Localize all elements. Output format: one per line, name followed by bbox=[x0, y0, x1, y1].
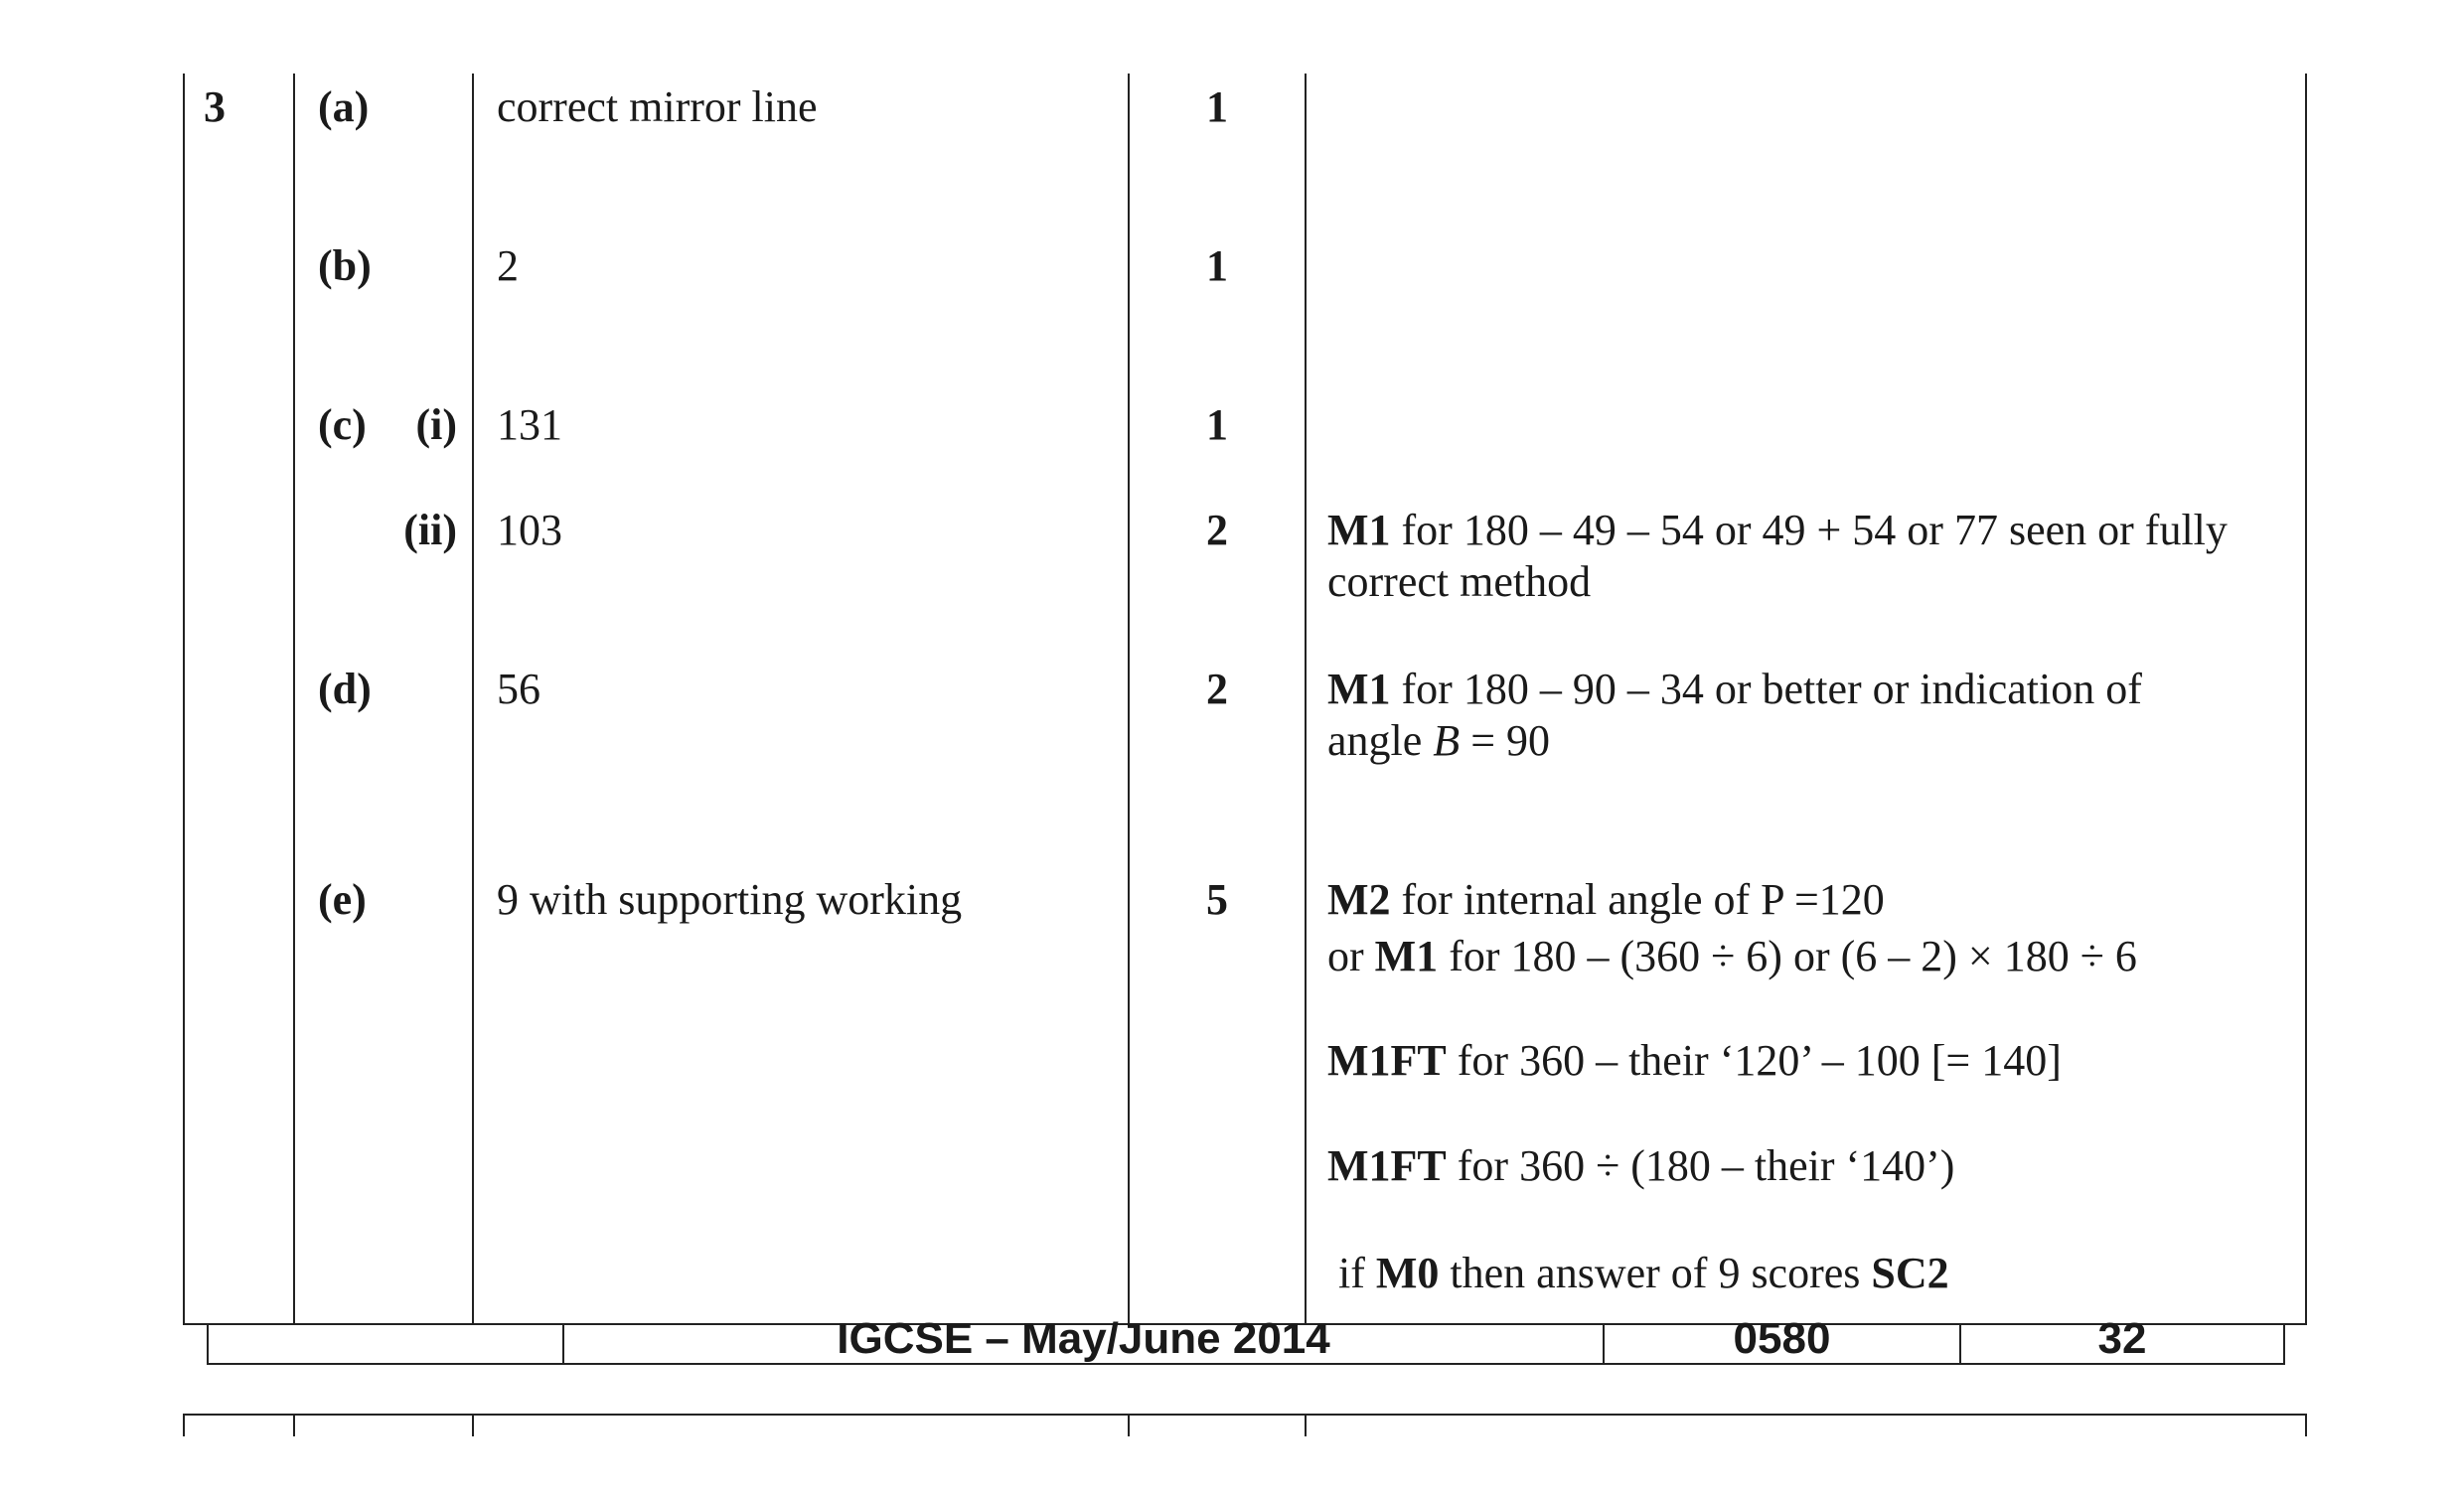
answer-d: 56 bbox=[497, 665, 540, 713]
column-divider-part bbox=[472, 74, 474, 1323]
part-label-e: (e) bbox=[318, 875, 367, 924]
mark-e: 5 bbox=[1206, 875, 1228, 924]
answer-a: correct mirror line bbox=[497, 82, 818, 131]
footer-paper: 32 bbox=[2097, 1314, 2147, 1363]
footer-exam-title: IGCSE – May/June 2014 bbox=[837, 1314, 1330, 1363]
next-table-col-5 bbox=[2305, 1414, 2307, 1436]
answer-b: 2 bbox=[497, 241, 519, 290]
part-label-d: (d) bbox=[318, 665, 372, 713]
column-divider-answer bbox=[1128, 74, 1130, 1323]
sub-label-c-ii: (ii) bbox=[403, 506, 457, 554]
question-number: 3 bbox=[204, 82, 226, 131]
mark-a: 1 bbox=[1206, 82, 1228, 131]
answer-e: 9 with supporting working bbox=[497, 875, 963, 924]
mark-b: 1 bbox=[1206, 241, 1228, 290]
answer-c-i: 131 bbox=[497, 400, 562, 449]
mark-d: 2 bbox=[1206, 665, 1228, 713]
next-table-col-4 bbox=[1305, 1414, 1307, 1436]
footer-divider-left bbox=[207, 1323, 209, 1365]
mark-c-i: 1 bbox=[1206, 400, 1228, 449]
part-label-a: (a) bbox=[318, 82, 370, 131]
table-border-right bbox=[2305, 74, 2307, 1323]
notes-e-line-1: M2 for internal angle of P =120 bbox=[1327, 875, 1885, 924]
part-label-b: (b) bbox=[318, 241, 372, 290]
footer-syllabus: 0580 bbox=[1733, 1314, 1831, 1363]
footer-border-bottom bbox=[207, 1363, 2285, 1365]
notes-d: M1 for 180 – 90 – 34 or better or indication of angle B = 90 bbox=[1327, 665, 2142, 765]
next-table-border-top bbox=[183, 1414, 2307, 1416]
part-label-c: (c) bbox=[318, 400, 367, 449]
notes-e-line-5: if M0 then answer of 9 scores SC2 bbox=[1327, 1249, 1949, 1297]
notes-e-line-3: M1FT for 360 – their ‘120’ – 100 [= 140] bbox=[1327, 1036, 2062, 1085]
column-divider-question bbox=[293, 74, 295, 1323]
answer-c-ii: 103 bbox=[497, 506, 562, 554]
column-divider-mark bbox=[1305, 74, 1307, 1323]
next-table-col-0 bbox=[183, 1414, 185, 1436]
sub-label-c-i: (i) bbox=[415, 400, 457, 449]
notes-e-line-4: M1FT for 360 ÷ (180 – their ‘140’) bbox=[1327, 1141, 1955, 1190]
next-table-col-3 bbox=[1128, 1414, 1130, 1436]
notes-c-ii: M1 for 180 – 49 – 54 or 49 + 54 or 77 seen or fully correct method bbox=[1327, 506, 2228, 606]
notes-e-line-2: or M1 for 180 – (360 ÷ 6) or (6 – 2) × 180 ÷ 6 bbox=[1327, 932, 2137, 980]
footer-divider-right bbox=[2283, 1323, 2285, 1365]
table-border-left bbox=[183, 74, 185, 1323]
mark-c-ii: 2 bbox=[1206, 506, 1228, 554]
next-table-col-1 bbox=[293, 1414, 295, 1436]
next-table-col-2 bbox=[472, 1414, 474, 1436]
